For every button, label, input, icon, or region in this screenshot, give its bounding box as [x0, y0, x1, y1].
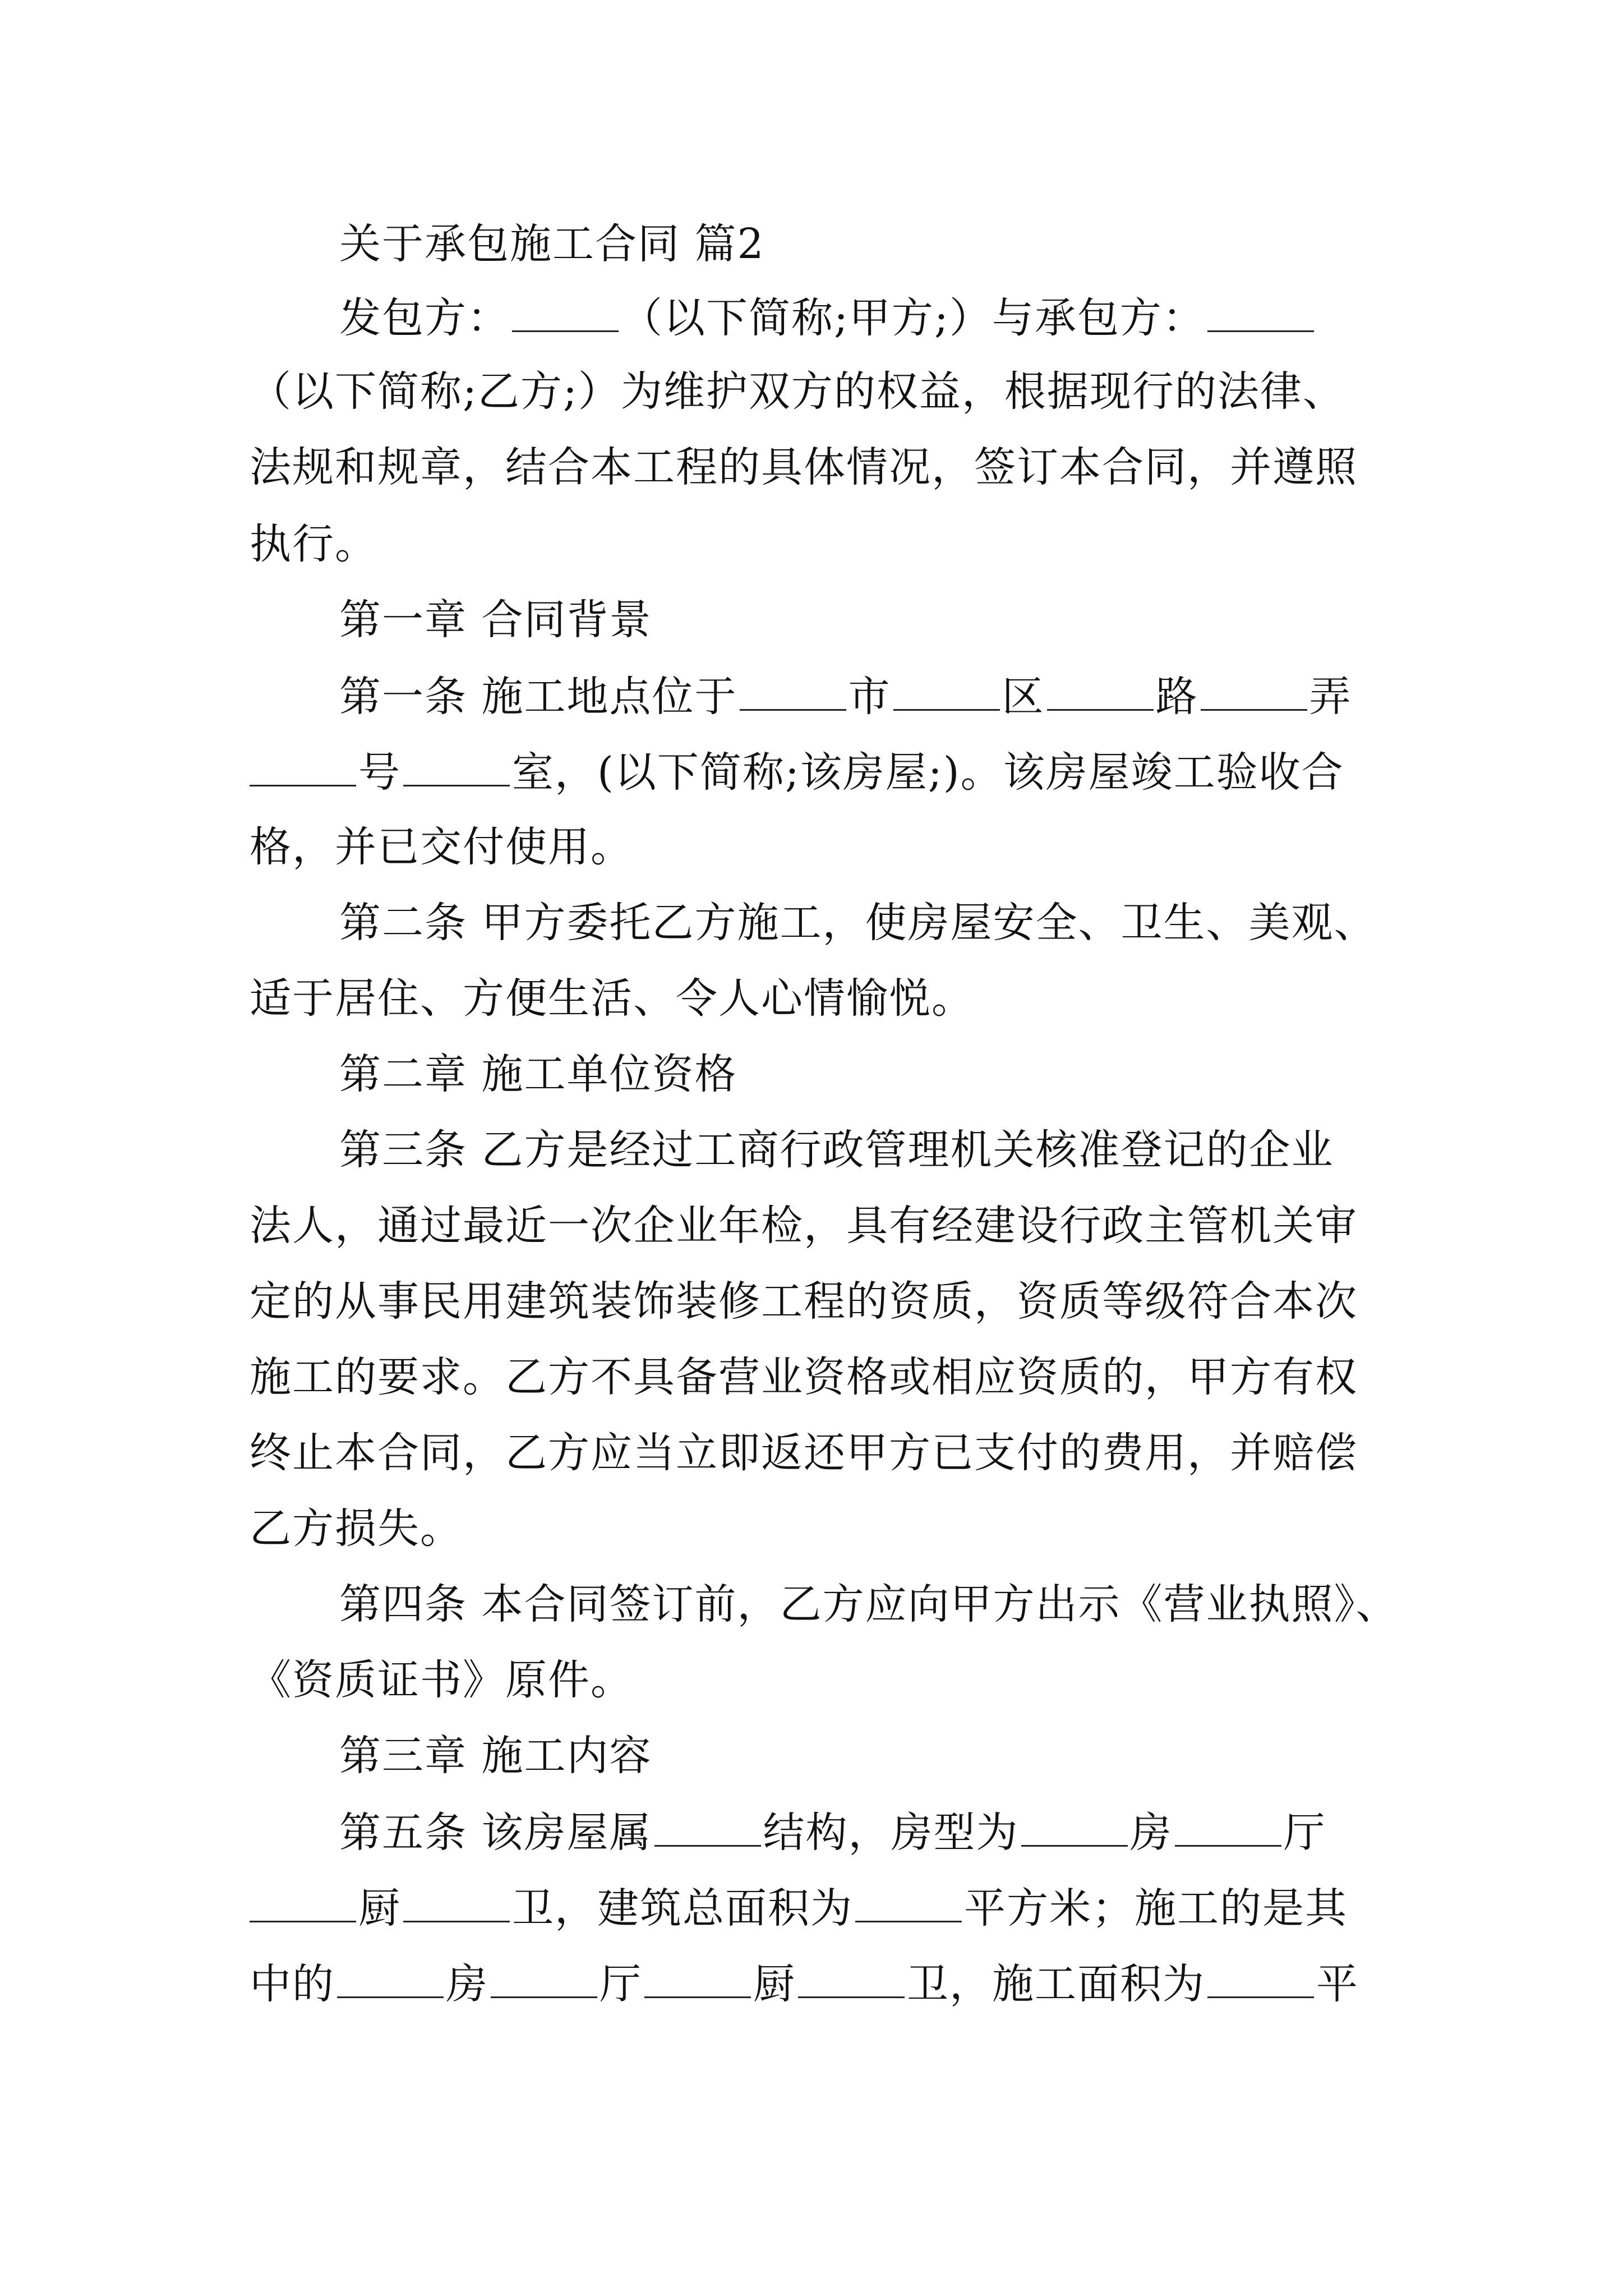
- text-segment: 号: [358, 748, 401, 797]
- fill-in-blank: [1207, 289, 1314, 332]
- fill-in-blank: [403, 743, 510, 786]
- text-segment: 平方米；施工的是其: [964, 1884, 1348, 1932]
- fill-in-blank: [1201, 668, 1307, 711]
- fill-in-blank: [740, 668, 846, 711]
- text-segment: 厅: [1283, 1809, 1326, 1857]
- fill-in-blank: [1021, 1803, 1128, 1847]
- chapter-heading: 第一章 合同背景: [339, 596, 652, 644]
- text-segment: 厅: [600, 1960, 642, 2008]
- text-segment: 结构，房型为: [763, 1809, 1019, 1857]
- fill-in-blank: [644, 1955, 751, 1998]
- paragraph-line: 终止本合同，乙方应当立即返还甲方已支付的费用，并赔偿: [250, 1429, 1358, 1477]
- paragraph-line: 第二条 甲方委托乙方施工，使房屋安全、卫生、美观、: [339, 899, 1377, 947]
- fill-in-blank: [798, 1955, 905, 1998]
- paragraph-line: [339, 1803, 1326, 1860]
- text-segment: 第五条 该房屋属: [339, 1809, 652, 1857]
- text-segment: 卫，施工面积为: [907, 1960, 1205, 2008]
- text-segment: 市: [848, 673, 891, 721]
- paragraph-line: [250, 1955, 1359, 2011]
- fill-in-blank: [1047, 668, 1154, 711]
- document-title: 关于承包施工合同 篇2: [339, 220, 765, 268]
- paragraph-line: 法人，通过最近一次企业年检，具有经建设行政主管机关审: [250, 1202, 1358, 1250]
- paragraph-line: 执行。: [250, 520, 377, 568]
- text-segment: 厨: [358, 1884, 401, 1932]
- paragraph-line: 适于居住、方便生活、令人心情愉悦。: [250, 974, 974, 1023]
- paragraph-line: 乙方损失。: [250, 1504, 463, 1553]
- paragraph-line: （以下简称;乙方;）为维护双方的权益，根据现行的法律、: [250, 367, 1345, 416]
- paragraph-line: [339, 668, 1352, 724]
- paragraph-line: [250, 743, 1344, 799]
- text-segment: 卫，建筑总面积为: [512, 1884, 853, 1932]
- paragraph-line: 《资质证书》原件。: [250, 1656, 633, 1704]
- fill-in-blank: [491, 1955, 597, 1998]
- chapter-heading: 第三章 施工内容: [339, 1732, 652, 1780]
- paragraph-line: 定的从事民用建筑装饰装修工程的资质，资质等级符合本次: [250, 1277, 1358, 1326]
- text-segment: 发包方：: [339, 294, 510, 342]
- chapter-heading: 第二章 施工单位资格: [339, 1050, 737, 1098]
- fill-in-blank: [855, 1879, 962, 1922]
- fill-in-blank: [893, 668, 1000, 711]
- paragraph-line: 第三条 乙方是经过工商行政管理机关核准登记的企业: [339, 1126, 1334, 1174]
- text-segment: 第一条 施工地点位于: [339, 673, 737, 721]
- text-segment: 弄: [1309, 673, 1352, 721]
- paragraph-line: 格，并已交付使用。: [250, 823, 633, 871]
- fill-in-blank: [1207, 1955, 1314, 1998]
- paragraph-line: 法规和规章，结合本工程的具体情况，签订本合同，并遵照: [250, 443, 1358, 491]
- fill-in-blank: [654, 1803, 761, 1847]
- fill-in-blank: [403, 1879, 510, 1922]
- text-segment: 房: [446, 1960, 488, 2008]
- fill-in-blank: [337, 1955, 444, 1998]
- text-segment: 厨: [753, 1960, 796, 2008]
- text-segment: 路: [1155, 673, 1198, 721]
- paragraph-line: [339, 289, 1316, 345]
- text-segment: 室，(以下简称;该房屋;)。该房屋竣工验收合: [512, 748, 1344, 797]
- paragraph-line: 施工的要求。乙方不具备营业资格或相应资质的，甲方有权: [250, 1353, 1358, 1401]
- fill-in-blank: [250, 743, 356, 786]
- fill-in-blank: [512, 289, 619, 332]
- fill-in-blank: [250, 1879, 356, 1922]
- text-segment: 房: [1129, 1809, 1173, 1857]
- text-segment: 区: [1002, 673, 1045, 721]
- paragraph-line: 第四条 本合同签订前，乙方应向甲方出示《营业执照》、: [339, 1580, 1399, 1628]
- paragraph-line: [250, 1879, 1348, 1935]
- text-segment: 中的: [250, 1960, 335, 2008]
- text-segment: 平: [1316, 1960, 1359, 2008]
- text-segment: （以下简称;甲方;）与承包方：: [621, 294, 1205, 342]
- fill-in-blank: [1175, 1803, 1281, 1847]
